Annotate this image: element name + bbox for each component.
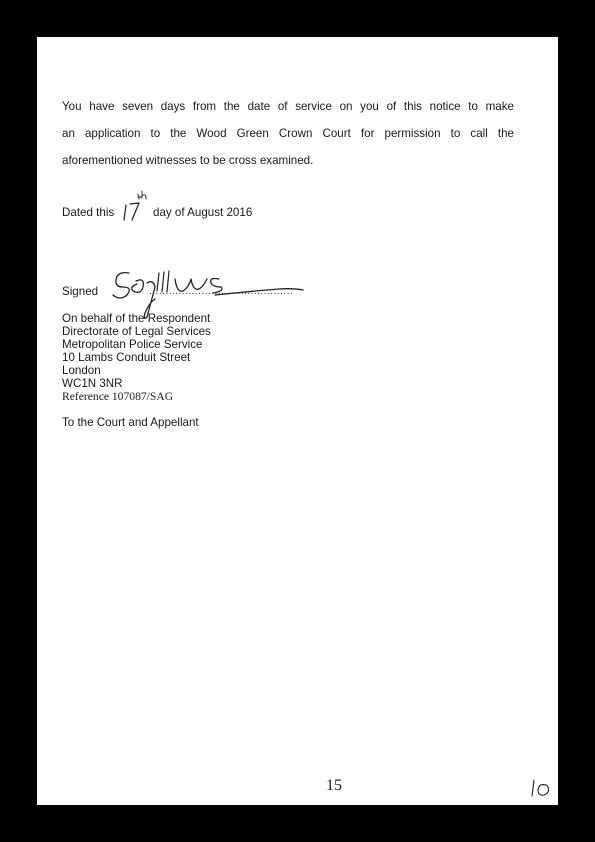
page-number: 15 — [326, 777, 342, 794]
signature-dots: ............................................ — [149, 286, 294, 297]
reference-number: Reference 107087/SAG — [62, 390, 174, 403]
notice-line-1: You have seven days from the date of service on you of this notice to make — [62, 100, 514, 113]
respondent-line-5: London — [62, 364, 101, 377]
notice-line-3: aforementioned witnesses to be cross examined. — [62, 154, 314, 167]
handwritten-day — [121, 189, 157, 223]
handwritten-page-mark — [529, 777, 555, 799]
document-page — [37, 37, 558, 805]
respondent-line-3: Metropolitan Police Service — [62, 338, 203, 351]
respondent-line-4: 10 Lambs Conduit Street — [62, 351, 191, 364]
respondent-line-6: WC1N 3NR — [62, 377, 123, 390]
dated-suffix: day of August 2016 — [153, 206, 253, 219]
respondent-line-1: On behalf of the Respondent — [62, 312, 211, 325]
notice-line-2: an application to the Wood Green Crown Court for permission to call the — [62, 127, 514, 140]
signed-label: Signed — [62, 285, 99, 298]
dated-prefix: Dated this — [62, 206, 115, 219]
addressee: To the Court and Appellant — [62, 416, 199, 429]
respondent-line-2: Directorate of Legal Services — [62, 325, 211, 338]
